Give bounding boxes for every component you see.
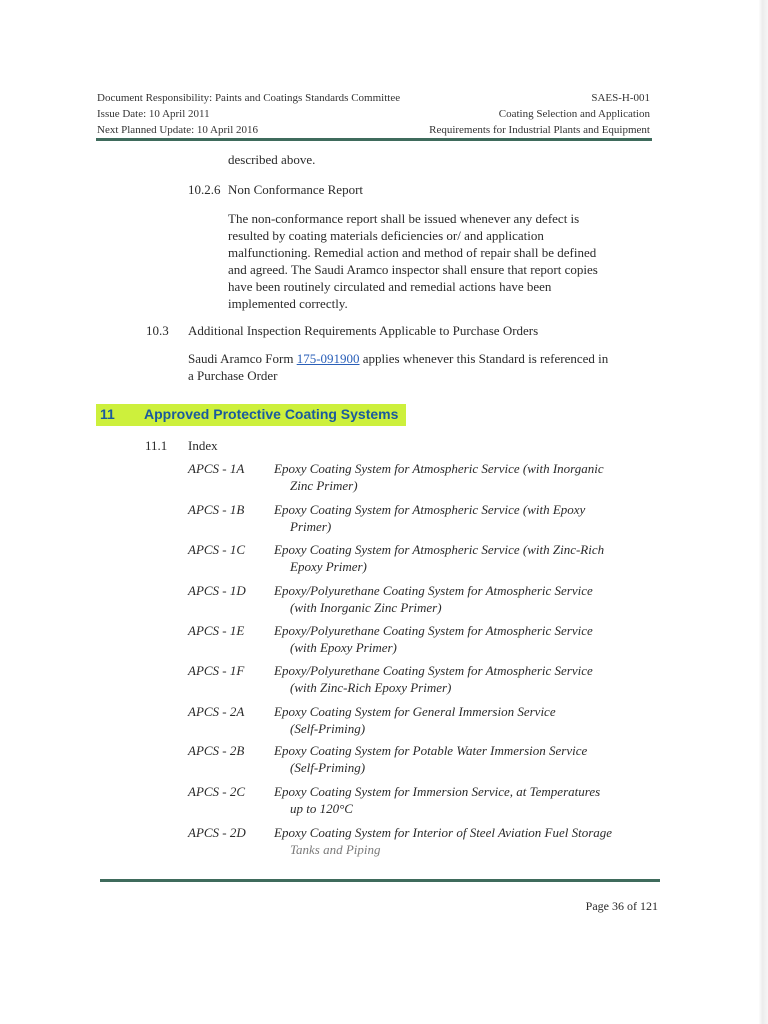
desc-line: Epoxy/Polyurethane Coating System for Atmospheric Service <box>274 623 593 638</box>
paragraph-line: have been routinely circulated and remedial actions have been <box>228 279 552 294</box>
section-11-1-title: Index <box>188 438 218 453</box>
apcs-code: APCS - 1C <box>188 542 246 557</box>
apcs-code: APCS - 1E <box>188 623 245 638</box>
desc-line: Epoxy Coating System for Atmospheric Service (with Epoxy <box>274 502 586 517</box>
paragraph-line: malfunctioning. Remedial action and method of repair shall be defined <box>228 245 597 260</box>
apcs-code: APCS - 2C <box>188 784 246 799</box>
nonconformance-paragraph <box>228 210 648 312</box>
desc-line: up to 120°C <box>290 801 353 816</box>
form-175-091900-link[interactable]: 175-091900 <box>296 351 360 366</box>
apcs-code: APCS - 1F <box>188 663 245 678</box>
desc-line: Epoxy Coating System for Immersion Service, at Temperatures <box>274 784 601 799</box>
footer-rule <box>100 879 660 882</box>
doc-number: SAES-H-001 <box>591 92 650 104</box>
desc-line: Epoxy Coating System for General Immersion Service <box>274 704 556 719</box>
apcs-code: APCS - 2B <box>188 743 245 758</box>
desc-line: Epoxy Coating System for Potable Water Immersion Service <box>274 743 588 758</box>
apcs-code: APCS - 1D <box>188 583 246 598</box>
desc-line: Epoxy Coating System for Atmospheric Service (with Zinc-Rich <box>274 542 605 557</box>
form-text-after: applies whenever this Standard is referenced in <box>359 351 609 366</box>
section-10-2-6-title: Non Conformance Report <box>228 182 364 197</box>
paragraph-line: a Purchase Order <box>188 368 278 383</box>
doc-title-line2: Requirements for Industrial Plants and Equipment <box>429 124 650 136</box>
desc-line: (Self-Priming) <box>290 760 366 775</box>
section-10-3-title: Additional Inspection Requirements Applicable to Purchase Orders <box>188 323 539 338</box>
form-text-before: Saudi Aramco Form <box>188 351 297 366</box>
apcs-description <box>274 662 593 696</box>
described-above-text: described above. <box>228 152 316 167</box>
apcs-description <box>274 622 593 656</box>
paragraph-line: and agreed. The Saudi Aramco inspector shall ensure that report copies <box>228 262 598 277</box>
section-10-3-number: 10.3 <box>146 323 169 338</box>
issue-date: Issue Date: 10 April 2011 <box>97 108 210 120</box>
desc-line: (Self-Priming) <box>290 721 366 736</box>
section-10-2-6-number: 10.2.6 <box>188 182 221 197</box>
desc-line: Epoxy Coating System for Atmospheric Service (with Inorganic <box>274 461 604 476</box>
apcs-description <box>274 783 600 817</box>
desc-line: (with Inorganic Zinc Primer) <box>290 600 442 615</box>
header-right <box>429 90 650 138</box>
apcs-description <box>274 582 593 616</box>
apcs-code: APCS - 2D <box>188 825 246 840</box>
apcs-description <box>274 501 585 535</box>
page-number: Page 36 of 121 <box>585 899 658 913</box>
header-left <box>97 90 400 138</box>
desc-line: Epoxy/Polyurethane Coating System for Atmospheric Service <box>274 663 593 678</box>
doc-title-line1: Coating Selection and Application <box>498 108 650 120</box>
paragraph-line: The non-conformance report shall be issued whenever any defect is <box>228 211 580 226</box>
desc-line: Primer) <box>290 519 332 534</box>
desc-line: (with Zinc-Rich Epoxy Primer) <box>290 680 452 695</box>
apcs-description <box>274 703 556 737</box>
apcs-description <box>274 460 604 494</box>
paragraph-line: resulted by coating materials deficiencies or/ and application <box>228 228 544 243</box>
paragraph-line: implemented correctly. <box>228 296 348 311</box>
header-rule <box>96 138 652 141</box>
section-11-title: Approved Protective Coating Systems <box>144 406 399 422</box>
desc-line: (with Epoxy Primer) <box>290 640 397 655</box>
desc-line: Epoxy Primer) <box>290 559 367 574</box>
apcs-code: APCS - 2A <box>188 704 245 719</box>
doc-responsibility: Document Responsibility: Paints and Coatings Standards Committee <box>97 92 401 104</box>
next-update: Next Planned Update: 10 April 2016 <box>97 124 259 136</box>
purchase-order-paragraph <box>188 350 608 384</box>
page-edge-shadow <box>759 0 768 1024</box>
section-11-number: 11 <box>100 406 115 422</box>
apcs-description <box>274 541 604 575</box>
apcs-description <box>274 824 612 858</box>
section-11-1-number: 11.1 <box>145 438 168 453</box>
desc-line: Epoxy/Polyurethane Coating System for Atmospheric Service <box>274 583 593 598</box>
paragraph-line <box>188 350 608 367</box>
apcs-code: APCS - 1A <box>188 461 245 476</box>
desc-line: Epoxy Coating System for Interior of Steel Aviation Fuel Storage <box>274 825 613 840</box>
apcs-description <box>274 742 587 776</box>
desc-line: Tanks and Piping <box>290 842 381 857</box>
desc-line: Zinc Primer) <box>290 478 358 493</box>
apcs-code: APCS - 1B <box>188 502 245 517</box>
